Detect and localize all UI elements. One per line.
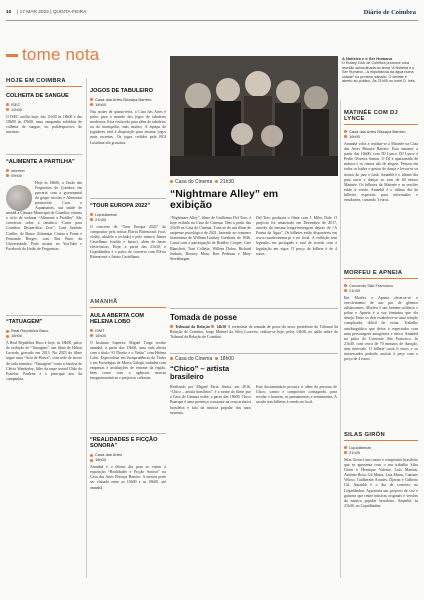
chico-title: “Chico” – artista brasileiro: [170, 364, 230, 382]
blood-meta: ISEC: [6, 102, 82, 107]
chico-meta: Casa do Cinema 18h00: [170, 357, 338, 362]
tour-title: “TOUR EUROPA 2022”: [90, 202, 151, 209]
column-2: [90, 88, 166, 499]
morfeu-text: Em Morfeu e Apneia observa-se o envolvimento de um par de gêmeos adolescentes. Morfeu é um homem solitário e pobre e Apneia é a voz feminina que ela deseja. Entre os dois estabelece-se uma relação complicada, difícil de evitar. Trabalho autobiográfico que deixa o espectador com uma personagem antagónica e única. Amanhã no palco do Convento São Francisco, às 21h30, com cerca de 70 minutos de duração, sem intervalo. O bilhete custa 6 euros e os interessados poderão assistir à peça com o preço de 4 euros.: [344, 296, 418, 362]
tatuagem-meta: Real República Baco: [6, 328, 82, 333]
silas-title: SILAS GIRÓN: [344, 432, 385, 438]
section-title: tome nota: [22, 45, 100, 64]
clock-icon: [211, 325, 214, 328]
feature-photo: [170, 56, 338, 176]
clock-icon: [90, 459, 93, 462]
feature-caption: [342, 56, 418, 101]
chico-text-a: Realizado por Miguel Faria Júnior, em 2016, “Chico – artista brasileiro”, é o nome do filme que a Casa do Cinema exibe, a partir das 18h00. Chico Buarque é uma presença constante na cena artística brasileira e fala da música popular dos anos sessenta.: [170, 385, 251, 415]
partilha-text: Hoje às 18h00, a União das Freguesias de Coimbra em parceria com a governantal do grupo escolas e Alimentar promovido Cura o Aquamatras, sua saúde de manhã a Câmara Municipal de Coimbra, retoma o ciclo de webinar “Alimente a Partilha”. São conversas sobre a temática “Curar para Coimbra, Desperdício Zero”. Com António Coelho, do Banco Alimentar Contra a Fome e Fernando Borges, com Rui Pinto da Universidade. Pode assistir no YouTube e Facebook da União de Freguesias.: [6, 180, 82, 251]
clock-icon: [344, 289, 347, 292]
partilha-meta: Internet: [6, 168, 82, 173]
rule: [344, 440, 418, 441]
location-pin-icon: [344, 284, 347, 287]
tabuleiro-meta: Casa das Artes Bissaya Barreto: [90, 97, 166, 102]
page-header: [6, 10, 416, 20]
matinee-meta: Casa das Artes Bissaya Barreto: [344, 129, 418, 134]
matinee-time: 16h00: [344, 134, 418, 139]
tour-text: O concerto de “Tour Europa 2022” do compositor pela artista Flávia Bittencourt (voz, violão, ukulele e teclado) e pelo músico Júnior Castelhano (violão e baixo), além de bases electrónicas. Hoje, a partir das 21h30, o Liquidâmbar é o palco do concerto com Flávia Bittencourt e Júnior Castelhano.: [90, 224, 166, 260]
morfeu-title: MORFEU E APNEIA: [344, 270, 403, 276]
page-date: | 17 MAR 2022 | QUINTA-FEIRA: [17, 10, 87, 15]
chico-text-b: Este documentário procura ir além da persona de Chico, cantor e compositor consagrado, para revelar o homem, os pensamentos e sentimentos. A sessão tem bilhetes à venda no local.: [256, 385, 337, 405]
caption-title: A Noiteira e o Ser Humano: [342, 56, 393, 61]
location-pin-icon: [170, 357, 173, 360]
tabuleiro-title: JOGOS DE TABULEIRO: [90, 88, 153, 94]
clock-icon: [6, 335, 9, 338]
divider: [90, 198, 166, 199]
blood-text: O ISEC acolhe hoje, das 11h30 às 18h00 e das 18h00 às 17h00, uma campanha solidária de colheita de sangue, no polidesportivo do instituto.: [6, 115, 82, 135]
realidades-time: 18h00: [90, 457, 166, 462]
location-pin-icon: [90, 454, 93, 457]
tabuleiro-text: Nas noites de quinta-feira, a Casa das Artes é palco para o mundo dos jogos de tabuleiro modernos. Esta visita não para além do tabuleiro ou do monopólio, mas muitos. A equipa de jogadores está à disposição para ensinar jogos mais recentes. Os jogos cedidos pela BGI Lusitânia são gratuitos.: [90, 110, 166, 145]
page-number: 10: [6, 10, 12, 15]
silas-time: 21h30: [344, 450, 418, 455]
location-pin-icon: [90, 329, 93, 332]
tour-time: 21h30: [90, 217, 166, 222]
matinee-title: MATINÉE COM DJ LYNCE: [344, 110, 399, 122]
matinee-text: Amanhã volta a realizar-se a Matinée na Casa das Artes Bissaya Barreto. Esta semana, a partir das 16h00, com DJ Lynce. DJ Lynce é Pedro Oliveira Santos. O DJ é apaixonado de música e os ritmos são de alegria. Pensou em todos os bailes e gestos de dança e levou-se os ritmos do jazz e funk. Amanhã é o último dia para ouvir e dançar ao som de 60 ritmos Matinée. Os bilhetes da Matinée e as sessões estão à venda. Amanhã é o último dia de bilhetes especiais para reformados e estudantes, custando 3 euros.: [344, 142, 418, 203]
location-pin-icon: [90, 98, 93, 101]
partilha-title: “ALIMENTE A PARTILHA”: [6, 158, 75, 165]
aula-text: O Instituto Superior Miguel Torga recebe amanhã, a partir das 15h00, uma aula aberta com o título “O Direito e o Vinho” com Helena Lobo. Especialista em Jurisprudência do Vinho e em Estratégias de Marca Galega, trabalha com empresas e instituições de renome da região, bem como com a agências marcas enogastronómicas e projectos culturais.: [90, 340, 166, 381]
partilha-time: 09h00: [6, 173, 82, 178]
location-pin-icon: [170, 325, 173, 328]
amanha-rule: [90, 307, 166, 308]
column-separator: [340, 100, 341, 578]
divider: [6, 154, 82, 155]
realidades-title: “REALIDADES E FICÇÃO SONORA”: [90, 437, 158, 450]
location-pin-icon: [344, 130, 347, 133]
divider: [90, 433, 166, 434]
rule: [344, 124, 418, 125]
tatuagem-text: A Real República Baco é hoje, às 18h00, palco de exibição de “Tatuagem”, um filme de Hilton Lacerda, gravado em 2013. No 2025 do filme segue uma “Acta de Honra”, com rede de atores de cada membro. “Tatuagem” conta a história de Clécio Wanderley, líder da trupe teatral Chão de Estrelas. Paulette é o principal ator da companhia.: [6, 341, 82, 381]
clock-icon: [344, 135, 347, 138]
aula-meta: ISMT: [90, 328, 166, 333]
location-pin-icon: [344, 446, 347, 449]
col1-heading: HOJE EM COIMBRA: [6, 78, 66, 84]
feature-body: [170, 216, 338, 304]
feature-article: [170, 180, 338, 480]
feature-text-a: “Nightmare Alley”, filme de Guillermo Del Toro, é hoje exibido na Casa do Cinema. Tem a partir das 21h30 na Casa do Cinema. Trata-se de um filme de suspense psicológico de 2021, baseado no romance homónimo de William Lindsay Gresham, de 1946. Conta com a participação de Bradley Cooper, Cate Blanchett, Toni Collette, Willem Dafoe, Richard Jenkins, Rooney Mara, Ron Perlman e Mary Steenburgen.: [170, 216, 251, 261]
clock-icon: [6, 108, 9, 111]
location-pin-icon: [6, 169, 9, 172]
location-pin-icon: [6, 330, 9, 333]
divider: [170, 308, 338, 309]
tatuagem-title: “TATUAGEM”: [6, 319, 43, 326]
tabuleiro-time: 18h00: [90, 102, 166, 107]
column-1: [6, 78, 82, 459]
rule: [344, 278, 418, 279]
silas-meta: Liquidâmbar: [344, 445, 418, 450]
partilha-block: [6, 181, 82, 311]
morfeu-time: 21h30: [344, 288, 418, 293]
caption-text: O Rotary Club de Coimbra promove uma reunião subordinada ao tema “A Noiteira e o Ser Humano – A importância da água numa cidade” no próximo sábado. O debate é aberto ao público. Às 21h00 no hotel D. Inês.: [342, 61, 416, 84]
aula-time: 15h00: [90, 333, 166, 338]
feature-meta: Casa do Cinema 21h30: [170, 180, 338, 185]
realidades-meta: Casa das Artes: [90, 452, 166, 457]
clock-icon: [215, 357, 218, 360]
location-pin-icon: [6, 103, 9, 106]
column-4: [344, 110, 418, 546]
posse-text: Tribunal da Relação 14h30 A cerimónia de tomada de posse do novo presidente do Tribunal da Relação de Coimbra, Jorge Manuel da Silva Loureiro, realiza-se hoje, pelas 14h30, no salão nobre do Tribunal da Relação de Coimbra.: [170, 324, 338, 339]
realidades-text: Amanhã é o último dia para se visitar a exposição “Realidades e Ficção Sonora” na Casa das Artes Bissaya Barreto. A mostra pode ser visitada entre as 10h00 e as 18h00, até amanhã.: [90, 465, 166, 490]
location-pin-icon: [170, 180, 173, 183]
divider: [6, 315, 82, 316]
posse-title: Tomada de posse: [170, 312, 237, 322]
aula-title: AULA ABERTA COM HELENA LOBO: [90, 312, 144, 325]
feature-text-b: Del Toro produziu o filme com J. Miles Dale. O projecto foi anunciado em Dezembro de 2017, através da mesma longa-metragem depois de “A Forma da Água”. Os bilhetes estão disponíveis em www.casadocinema.pt e no local. A exibição tem legendas em português e está de acordo com a legislação em vigor. O preço do bilhete é de 4 euros.: [256, 216, 337, 256]
header-rule: [6, 20, 418, 21]
amanha-heading: AMANHÃ: [90, 298, 118, 305]
clock-icon: [90, 218, 93, 221]
morfeu-meta: Convento São Francisco: [344, 283, 418, 288]
section-accent: [6, 54, 18, 57]
masthead: Diário de Coimbra: [363, 9, 416, 16]
col1-rule: [6, 86, 82, 87]
chico-body: [170, 385, 338, 480]
blood-time: 10h00: [6, 107, 82, 112]
clock-icon: [6, 174, 9, 177]
divider: [170, 353, 338, 354]
feature-title: “Nightmare Alley” em exibição: [170, 188, 279, 211]
location-pin-icon: [90, 213, 93, 216]
clock-icon: [215, 180, 218, 183]
tour-meta: Liquidâmbar: [90, 212, 166, 217]
column-separator: [86, 78, 87, 578]
clock-icon: [90, 334, 93, 337]
tatuagem-time: 18h00: [6, 333, 82, 338]
film-cast-illustration: [170, 56, 338, 176]
clock-icon: [344, 451, 347, 454]
blood-title: COLHEITA DE SANGUE: [6, 93, 69, 99]
silas-text: Silas Girón é um cantor e compositor brasileiro que se apresenta com o seu trabalho Silas Girón e Henrique Valente, Luís Martins, António Rosa, Gil Matos, Luís Matos, Caetano Veloso, Guilherme Arantes, Djavan e Gilberto Gil. Amanhã é o dia de concerto no Liquidâmbar. Apresenta um projecto de voz e guitarra que reúne músicas originais e versões da música popular brasileira. Amanhã, às 21h30, no Liquidâmbar.: [344, 458, 418, 508]
clock-icon: [90, 103, 93, 106]
